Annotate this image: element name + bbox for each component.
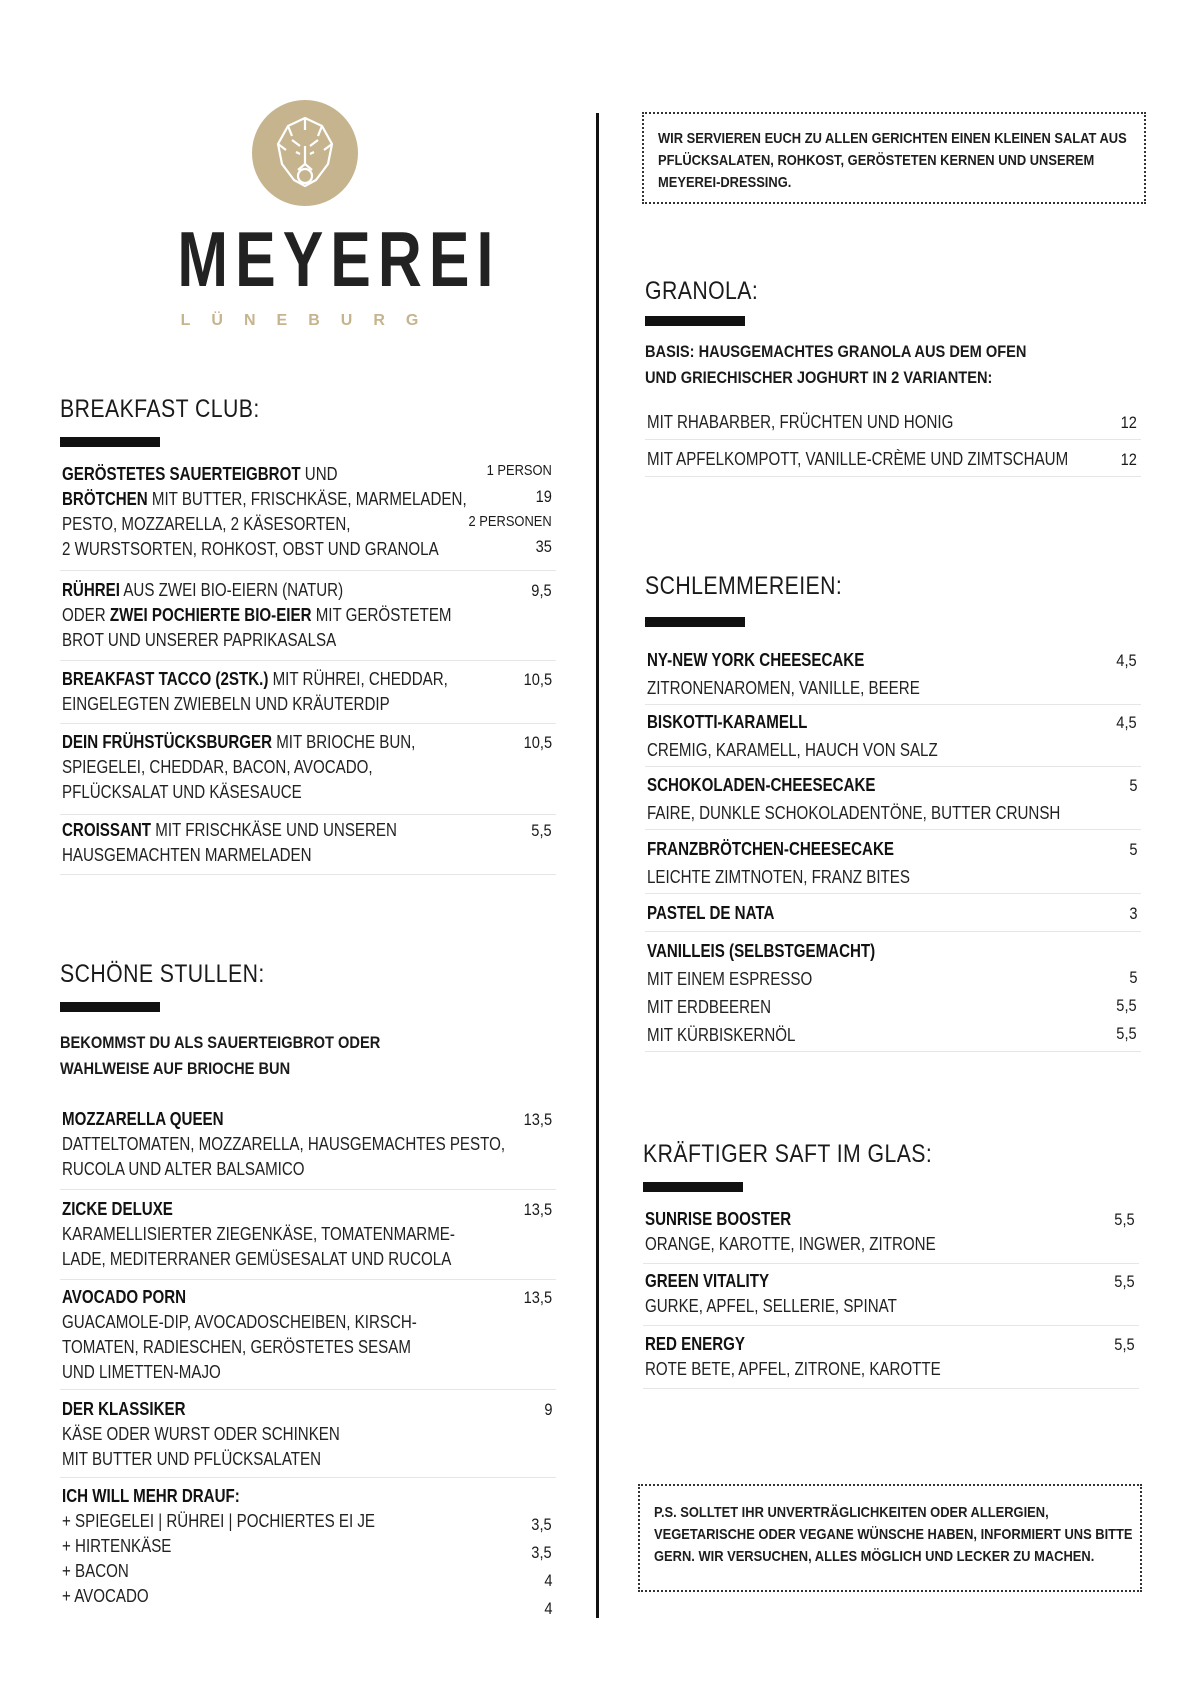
item-line: MIT EINEM ESPRESSO (647, 969, 813, 989)
item-line (62, 462, 467, 487)
note-box-salad (642, 112, 1146, 204)
item-line: ROTE BETE, APFEL, ZITRONE, KAROTTE (645, 1359, 941, 1379)
item-description (645, 1269, 897, 1319)
stullen-item (60, 1285, 556, 1390)
lion-head-icon (252, 100, 358, 206)
item-description (647, 708, 938, 764)
item-line (62, 537, 467, 562)
section-bar (60, 1002, 160, 1012)
section-title-breakfast: BREAKFAST CLUB: (60, 395, 260, 423)
item-line (647, 899, 774, 927)
intro-line: BASIS: HAUSGEMACHTES GRANOLA AUS DEM OFEN (645, 342, 1027, 361)
item-line: GURKE, APFEL, SELLERIE, SPINAT (645, 1296, 897, 1316)
item-price: 12 (1120, 450, 1137, 469)
schlemmerei-item (645, 899, 1141, 932)
item-line (645, 1332, 941, 1357)
extras-price: 4 (543, 1599, 552, 1618)
intro-line: BEKOMMST DU ALS SAUERTEIGBROT ODER (60, 1033, 381, 1052)
item-text-segment: MIT GERÖSTETEM (311, 605, 452, 625)
item-text-segment: AUS ZWEI BIO-EIERN (NATUR) (119, 580, 344, 600)
item-text-segment: UND (300, 464, 338, 484)
item-line: CREMIG, KARAMELL, HAUCH VON SALZ (647, 740, 938, 760)
item-name: BRÖTCHEN (62, 489, 148, 509)
item-text-segment: SPIEGELEI, CHEDDAR, BACON, AVOCADO, (62, 757, 373, 777)
item-line (62, 730, 415, 755)
item-description (647, 899, 774, 927)
item-line (62, 755, 415, 780)
item-text-segment: MIT RÜHREI, CHEDDAR, (268, 669, 448, 689)
stullen-item (60, 1397, 556, 1478)
note-line: PFLÜCKSALATEN, ROHKOST, GERÖSTETEN KERNEN UND UNSEREM (658, 152, 1095, 169)
item-description (62, 667, 448, 717)
item-name: GERÖSTETES SAUERTEIGBROT (62, 464, 301, 484)
item-description (62, 818, 397, 868)
note-line: MEYEREI-DRESSING. (658, 174, 792, 191)
item-name: DER KLASSIKER (62, 1399, 186, 1419)
item-price: 9 (543, 1400, 552, 1419)
stullen-intro (60, 1030, 380, 1082)
breakfast-item (60, 578, 556, 661)
item-description (62, 730, 415, 805)
item-line: DATTELTOMATEN, MOZZARELLA, HAUSGEMACHTES PESTO, (62, 1134, 506, 1154)
stullen-item (60, 1197, 556, 1280)
item-line: LADE, MEDITERRANER GEMÜSESALAT UND RUCOLA (62, 1249, 452, 1269)
item-price: 13,5 (523, 1200, 552, 1219)
item-name: BISKOTTI-KARAMELL (647, 712, 808, 732)
item-price: 13,5 (523, 1288, 552, 1307)
intro-line: UND GRIECHISCHER JOGHURT IN 2 VARIANTEN: (645, 368, 993, 387)
item-text-segment: ODER (62, 605, 110, 625)
price-label: 2 PERSONEN (468, 513, 552, 530)
saft-item (643, 1332, 1139, 1389)
granola-intro (645, 339, 1026, 391)
price-label: 1 PERSON (486, 462, 552, 479)
item-text-segment: HAUSGEMACHTEN MARMELADEN (62, 845, 312, 865)
item-name: FRANZBRÖTCHEN-CHEESECAKE (647, 839, 894, 859)
item-price: 5,5 (1116, 996, 1137, 1015)
item-line (62, 603, 452, 628)
item-line (62, 512, 467, 537)
section-bar (643, 1182, 743, 1192)
item-line (647, 646, 920, 674)
item-name: BREAKFAST TACCO (2STK.) (62, 669, 269, 689)
item-line (62, 843, 397, 868)
item-description (647, 937, 875, 1049)
granola-item (645, 444, 1141, 477)
item-line (62, 1285, 417, 1310)
item-price: 3 (1128, 904, 1137, 923)
extras-item: + AVOCADO (62, 1586, 149, 1606)
item-price: 5,5 (1114, 1335, 1135, 1354)
schlemmerei-item (645, 708, 1141, 767)
item-description (647, 771, 1060, 827)
item-text-segment: MIT BUTTER, FRISCHKÄSE, MARMELADEN, (147, 489, 467, 509)
item-line: GUACAMOLE-DIP, AVOCADOSCHEIBEN, KIRSCH- (62, 1312, 417, 1332)
extras-price: 3,5 (531, 1515, 552, 1534)
item-name: PASTEL DE NATA (647, 903, 775, 923)
item-price: 4,5 (1116, 713, 1137, 732)
extras-title: ICH WILL MEHR DRAUF: (62, 1486, 240, 1506)
item-line: MIT ERDBEEREN (647, 997, 772, 1017)
item-description (62, 1197, 455, 1272)
item-line (62, 667, 448, 692)
breakfast-item (60, 818, 556, 875)
item-price: 12 (1120, 413, 1137, 432)
note-line: P.S. SOLLTET IHR UNVERTRÄGLICHKEITEN ODER ALLERGIEN, (654, 1504, 1049, 1521)
breakfast-item (60, 730, 556, 815)
item-price: 5,5 (531, 821, 552, 840)
item-line (62, 818, 397, 843)
section-bar (645, 316, 745, 326)
item-text-segment: PESTO, MOZZARELLA, 2 KÄSESORTEN, (62, 514, 351, 534)
granola-item (645, 407, 1141, 440)
item-line: KÄSE ODER WURST ODER SCHINKEN (62, 1424, 340, 1444)
extras-price: 4 (543, 1571, 552, 1590)
item-name: VANILLEIS (SELBSTGEMACHT) (647, 941, 876, 961)
schlemmerei-item (645, 646, 1141, 705)
extras-item: + HIRTENKÄSE (62, 1536, 172, 1556)
item-name: RED ENERGY (645, 1334, 745, 1354)
item-line (645, 1207, 936, 1232)
item-line (647, 835, 910, 863)
extras-item: + BACON (62, 1561, 129, 1581)
item-line (62, 780, 415, 805)
extras-item: + SPIEGELEI | RÜHREI | POCHIERTES EI JE (62, 1511, 376, 1531)
item-text-segment: EINGELEGTEN ZWIEBELN UND KRÄUTERDIP (62, 694, 390, 714)
item-line: TOMATEN, RADIESCHEN, GERÖSTETES SESAM (62, 1337, 411, 1357)
item-description (62, 462, 467, 562)
item-name: ZICKE DELUXE (62, 1199, 173, 1219)
item-line: ZITRONENAROMEN, VANILLE, BEERE (647, 678, 920, 698)
item-name: SCHOKOLADEN-CHEESECAKE (647, 775, 876, 795)
item-name: RÜHREI (62, 580, 120, 600)
extras-block (60, 1484, 556, 1624)
section-title-granola: GRANOLA: (645, 277, 759, 305)
note-text (654, 1502, 1133, 1568)
item-description (645, 1207, 936, 1257)
item-price: 5,5 (1114, 1272, 1135, 1291)
section-title-saft: KRÄFTIGER SAFT IM GLAS: (643, 1140, 933, 1168)
item-name: DEIN FRÜHSTÜCKSBURGER (62, 732, 273, 752)
saft-item (643, 1207, 1139, 1264)
item-price: 35 (535, 537, 552, 556)
item-name: NY-NEW YORK CHEESECAKE (647, 650, 865, 670)
note-line: WIR SERVIEREN EUCH ZU ALLEN GERICHTEN EINEN KLEINEN SALAT AUS (658, 130, 1127, 147)
item-line (645, 1269, 897, 1294)
note-text (658, 128, 1127, 194)
item-text-segment: 2 WURSTSORTEN, ROHKOST, OBST UND GRANOLA (62, 539, 439, 559)
item-line: ORANGE, KAROTTE, INGWER, ZITRONE (645, 1234, 936, 1254)
note-line: VEGETARISCHE ODER VEGANE WÜNSCHE HABEN, INFORMIERT UNS BITTE (654, 1526, 1133, 1543)
breakfast-item (60, 462, 556, 571)
stullen-item (60, 1107, 556, 1190)
vanilleis-block (645, 937, 1141, 1052)
item-name: AVOCADO PORN (62, 1287, 187, 1307)
schlemmerei-item (645, 835, 1141, 894)
column-divider (596, 113, 599, 1618)
item-price: 13,5 (523, 1110, 552, 1129)
item-line: LEICHTE ZIMTNOTEN, FRANZ BITES (647, 867, 910, 887)
item-description (62, 578, 452, 653)
item-line (62, 1107, 505, 1132)
item-description (62, 1484, 375, 1609)
item-line: MIT BUTTER UND PFLÜCKSALATEN (62, 1449, 322, 1469)
item-price: 5,5 (1116, 1024, 1137, 1043)
breakfast-item (60, 667, 556, 724)
item-price: 5 (1128, 968, 1137, 987)
item-name: ZWEI POCHIERTE BIO-EIER (109, 605, 312, 625)
item-line: FAIRE, DUNKLE SCHOKOLADENTÖNE, BUTTER CRUNSH (647, 803, 1061, 823)
item-line (62, 628, 452, 653)
item-text-segment: MIT FRISCHKÄSE UND UNSEREN (151, 820, 397, 840)
item-name: MOZZARELLA QUEEN (62, 1109, 224, 1129)
item-text-segment: PFLÜCKSALAT UND KÄSESAUCE (62, 782, 302, 802)
section-bar (60, 437, 160, 447)
item-text-segment: MIT BRIOCHE BUN, (272, 732, 416, 752)
item-line (647, 771, 1060, 799)
extras-price: 3,5 (531, 1543, 552, 1562)
item-price: 10,5 (523, 733, 552, 752)
item-description (62, 1397, 340, 1472)
item-price: 19 (535, 487, 552, 506)
item-line (62, 1397, 340, 1422)
item-line (62, 487, 467, 512)
intro-line: WAHLWEISE AUF BRIOCHE BUN (60, 1059, 291, 1078)
item-price: 5 (1128, 776, 1137, 795)
section-title-stullen: SCHÖNE STULLEN: (60, 960, 265, 988)
brand-name: MEYEREI (177, 215, 501, 303)
item-line: UND LIMETTEN-MAJO (62, 1362, 221, 1382)
brand-logo (140, 98, 501, 338)
item-line (62, 1484, 375, 1509)
schlemmerei-item (645, 771, 1141, 830)
item-line (62, 692, 448, 717)
item-line: KARAMELLISIERTER ZIEGENKÄSE, TOMATENMARME- (62, 1224, 455, 1244)
item-name: CROISSANT (62, 820, 152, 840)
item-line: MIT KÜRBISKERNÖL (647, 1025, 796, 1045)
item-description (647, 835, 910, 891)
item-text-segment: BROT UND UNSERER PAPRIKASALSA (62, 630, 337, 650)
item-line (62, 578, 452, 603)
item-price: 5 (1128, 840, 1137, 859)
item-description: MIT APFELKOMPOTT, VANILLE-CRÈME UND ZIMTSCHAUM (647, 449, 1069, 469)
item-price: 4,5 (1116, 651, 1137, 670)
section-bar (645, 617, 745, 627)
item-name: SUNRISE BOOSTER (645, 1209, 792, 1229)
brand-location: LÜNEBURG (180, 312, 440, 329)
saft-item (643, 1269, 1139, 1326)
section-title-schlemmereien: SCHLEMMEREIEN: (645, 572, 843, 600)
item-line (62, 1197, 455, 1222)
item-description (647, 646, 920, 702)
note-line: GERN. WIR VERSUCHEN, ALLES MÖGLICH UND LECKER ZU MACHEN. (654, 1548, 1095, 1565)
item-price: 5,5 (1114, 1210, 1135, 1229)
note-box-allergies (638, 1484, 1142, 1592)
item-name: GREEN VITALITY (645, 1271, 770, 1291)
item-description (62, 1107, 505, 1182)
item-line: RUCOLA UND ALTER BALSAMICO (62, 1159, 305, 1179)
item-line (647, 937, 875, 965)
item-line (647, 708, 938, 736)
item-description (62, 1285, 417, 1385)
item-price: 9,5 (531, 581, 552, 600)
item-description: MIT RHABARBER, FRÜCHTEN UND HONIG (647, 412, 954, 432)
item-price: 10,5 (523, 670, 552, 689)
item-description (645, 1332, 941, 1382)
